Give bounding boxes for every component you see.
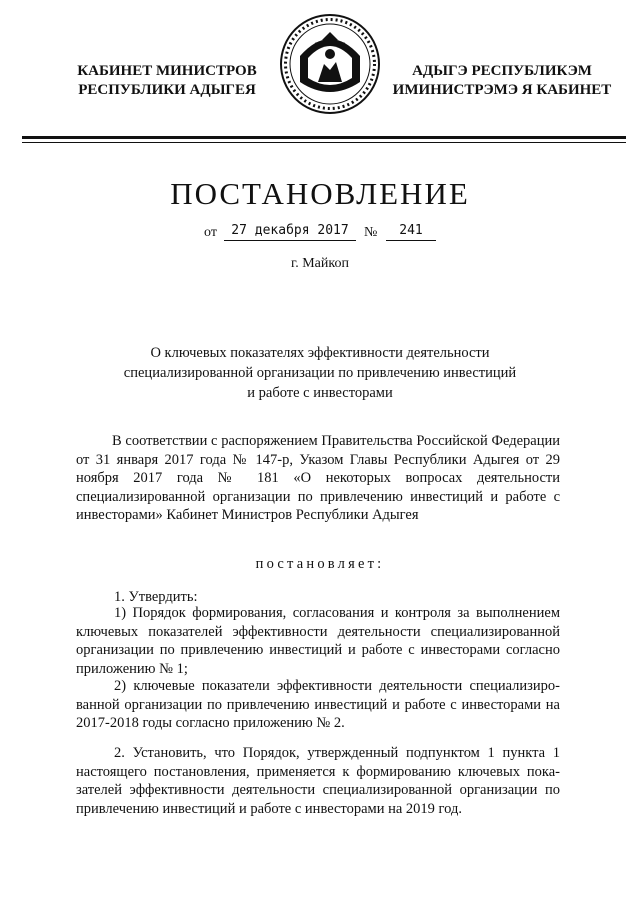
org-name-adyghe-line2: ИМИНИСТРЭМЭ Я КАБИНЕТ — [392, 82, 612, 98]
item1-subitem1: 1) Порядок формирования, согласования и контроля за выполнением ключевых показателей эффективности деятельности специализированной организации по привлечению инвестиций и работе с инвесторами согласно приложению № 1; — [76, 605, 560, 677]
org-name-russian — [62, 62, 272, 100]
org-name-adyghe — [384, 62, 620, 100]
subject-line3: и работе с инвесторами — [247, 385, 393, 401]
org-name-adyghe-line1: АДЫГЭ РЕСПУБЛИКЭМ — [412, 63, 592, 79]
coat-of-arms-of-adygea-icon — [278, 12, 382, 116]
header-divider-thin — [22, 142, 626, 143]
date-prefix: от — [204, 225, 217, 240]
item1-heading: 1. Утвердить: — [114, 589, 198, 605]
subject-line1: О ключевых показателях эффективности деятельности — [150, 345, 490, 361]
item1-subitem2: 2) ключевые показатели эффективности деятельности специализиро-ванной организации по привлечению инвестиций и работе с инвесторами на 2017-2018 годы согласно приложению № 2. — [76, 678, 560, 731]
number-prefix: № — [364, 225, 378, 240]
org-name-russian-line2: РЕСПУБЛИКИ АДЫГЕЯ — [78, 82, 256, 98]
header-divider-thick — [22, 136, 626, 139]
document-title: ПОСТАНОВЛЕНИЕ — [170, 176, 470, 211]
preamble-paragraph: В соответствии с распоряжением Правительства Российской Федерации от 31 января 2017 года № 147-р, Указом Главы Республики Адыгея от 29 ноября 2017 года № 181 «О некоторых вопросах деятельности специализированной организации по привлечению инвестиций и работе с инвесторами» Кабинет Министров Республики Адыгея — [76, 433, 560, 523]
item2-paragraph: 2. Установить, что Порядок, утвержденный подпунктом 1 пункта 1 настоящего постановления, применяется к формированию ключевых пока-зателей эффективности деятельности специализированной организации по привлечению инвестиций и работе с инвесторами на 2019 год. — [76, 745, 560, 817]
resolves-label: постановляет: — [255, 556, 385, 572]
document-number: 241 — [386, 222, 436, 241]
org-name-russian-line1: КАБИНЕТ МИНИСТРОВ — [77, 63, 257, 79]
document-subject — [100, 343, 540, 403]
document-date: 27 декабря 2017 — [224, 222, 356, 241]
subject-line2: специализированной организации по привлечению инвестиций — [123, 365, 517, 381]
city-label: г. Майкоп — [291, 256, 349, 271]
